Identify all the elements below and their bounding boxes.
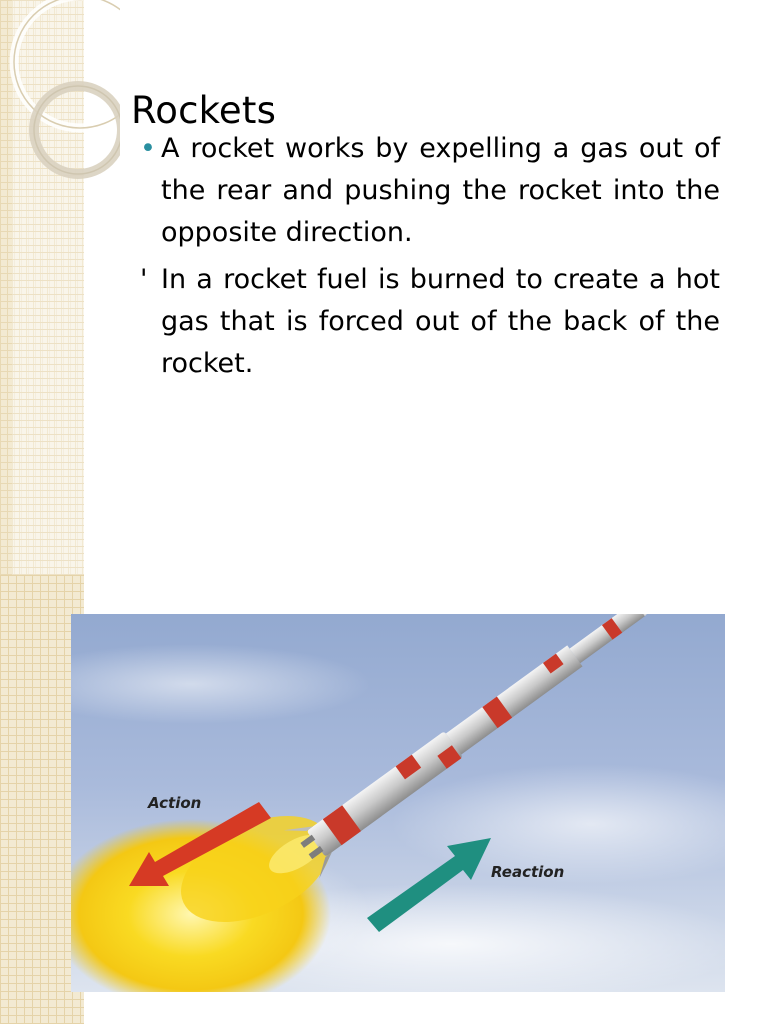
bullet-dot-icon: • <box>140 133 156 164</box>
bullet-tick-icon: ' <box>140 264 148 295</box>
list-item <box>140 128 720 254</box>
list-item <box>140 259 720 385</box>
page-title: Rockets <box>131 88 277 132</box>
action-label: Action <box>148 794 202 812</box>
bullet-text: In a rocket fuel is burned to create a hot gas that is forced out of the back of the rocket. <box>161 264 720 379</box>
decorative-rings-icon <box>0 0 120 200</box>
rocket-propulsion-image <box>71 614 725 992</box>
bullet-text: A rocket works by expelling a gas out of the rear and pushing the rocket into the opposite direction. <box>161 133 720 248</box>
reaction-label: Reaction <box>491 863 565 881</box>
bullet-list <box>140 128 720 390</box>
